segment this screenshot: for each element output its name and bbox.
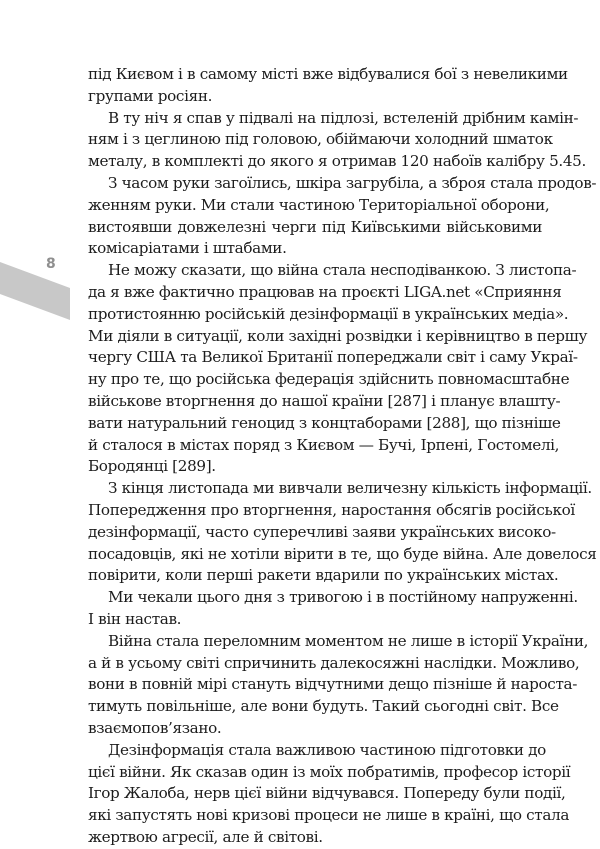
paragraph <box>88 260 588 478</box>
text-line: женням руки. Ми стали частиною Територіальної оборони, <box>88 195 550 214</box>
page-edge-tab <box>0 250 70 320</box>
paragraph <box>88 108 586 173</box>
text-line: й сталося в містах поряд з Києвом — Бучі, Ірпені, Гостомелі, <box>88 435 560 454</box>
paragraph <box>88 587 578 631</box>
text-line: Ми чекали цього дня з тривогою і в постійному напруженні. <box>108 588 578 607</box>
paragraph <box>88 64 568 108</box>
text-line: ням і з цеглиною під головою, обіймаючи холодний шматок <box>88 130 553 149</box>
text-line: посадовців, які не хотіли вірити в те, що буде війна. Але довелося <box>88 544 597 563</box>
text-line: тимуть повільніше, але вони будуть. Такий сьогодні світ. Все <box>88 697 559 716</box>
text-line: під Києвом і в самому місті вже відбувалися бої з невеликими <box>88 65 568 83</box>
text-line: а й в усьому світі спричинить далекосяжні наслідки. Можливо, <box>88 653 580 672</box>
text-line: Ми діяли в ситуації, коли західні розвідки і керівництво в першу <box>88 326 588 345</box>
text-line: які запустять нові кризові процеси не лише в країні, що стала <box>88 806 570 825</box>
text-line: В ту ніч я спав у підвалі на підлозі, встеленій дрібним камін- <box>108 108 579 127</box>
text-line: Попередження про вторгнення, наростання обсягів російської <box>88 500 575 519</box>
text-line: да я вже фактично працював на проєкті LIGA.net «Сприяння <box>88 282 562 301</box>
text-line: повірити, коли перші ракети вдарили по українських містах. <box>88 566 559 585</box>
text-line: взаємопов’язано. <box>88 718 222 737</box>
text-line: металу, в комплекті до якого я отримав 120 набоїв калібру 5.45. <box>88 152 586 171</box>
text-line: дезінформації, часто суперечливі заяви українських високо- <box>88 522 556 541</box>
text-line: Війна стала переломним моментом не лише в історії України, <box>108 631 589 650</box>
text-line: З часом руки загоїлись, шкіра загрубіла, а зброя стала продов- <box>108 173 597 192</box>
text-line: вони в повній мірі стануть відчутними дещо пізніше й нароста- <box>88 675 577 694</box>
text-line: Ігор Жалоба, нерв цієї війни відчувався. Попереду були події, <box>88 784 566 803</box>
text-line: жертвою агресії, але й світові. <box>88 827 323 846</box>
text-line: групами росіян. <box>88 86 213 105</box>
text-line: ну про те, що російська федерація здійснить повномасштабне <box>88 370 570 389</box>
text-line: Не можу сказати, що війна стала несподіванкою. З листопа- <box>108 261 577 280</box>
text-line: вати натуральний геноцид з концтаборами [288], що пізніше <box>88 413 561 432</box>
text-line: військове вторгнення до нашої країни [287] і планує влашту- <box>88 391 561 410</box>
text-line: З кінця листопада ми вивчали величезну кількість інформації. <box>108 479 592 498</box>
text-line: протистоянню російській дезінформації в українських медіа». <box>88 304 569 323</box>
text-line: чергу США та Великої Британії попереджали світ і саму Украї- <box>88 348 578 367</box>
text-line: цієї війни. Як сказав один із моїх побратимів, професор історії <box>88 762 571 781</box>
text-line: Дезінформація стала важливою частиною підготовки до <box>108 740 546 759</box>
paragraph <box>88 740 571 849</box>
text-line: І він настав. <box>88 609 182 628</box>
paragraph <box>88 478 597 587</box>
paragraph <box>88 631 589 740</box>
tab-shape <box>0 250 70 320</box>
text-line: вистоявши довжелезні черги під Київськими військовими <box>88 217 542 236</box>
text-line: Бородянці [289]. <box>88 457 216 476</box>
paragraph <box>88 173 597 260</box>
body-text <box>88 64 597 849</box>
page-number: 8 <box>46 256 56 272</box>
text-line: комісаріатами і штабами. <box>88 239 287 258</box>
